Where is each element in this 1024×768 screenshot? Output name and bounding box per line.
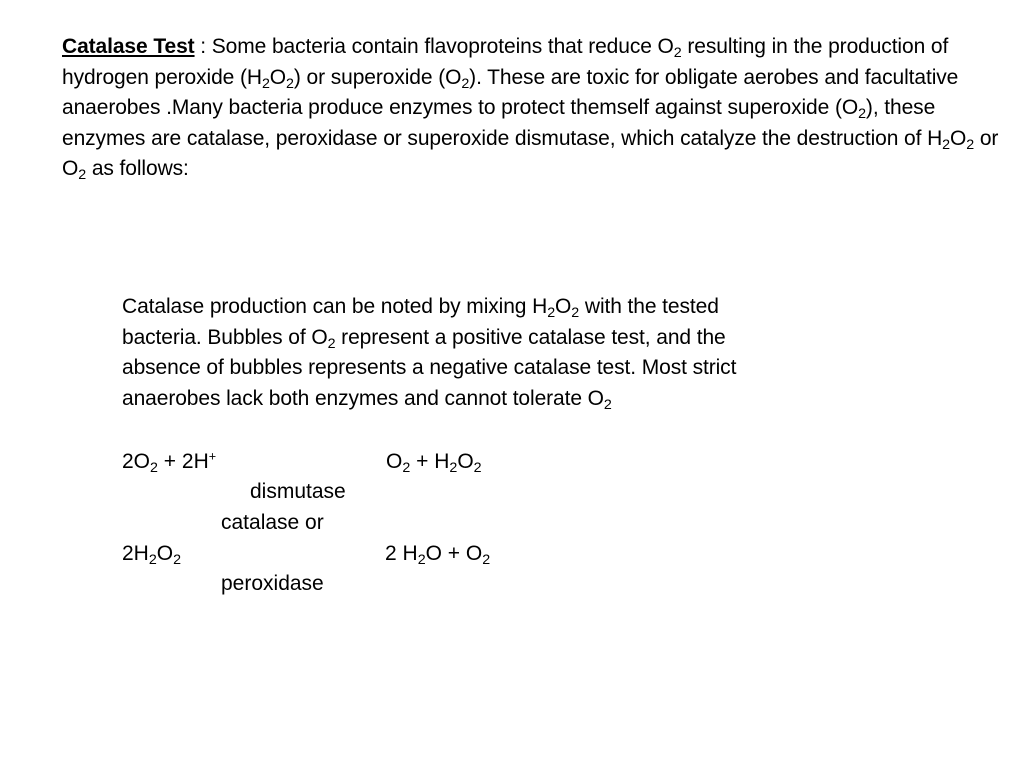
- subscript: 2: [173, 551, 182, 568]
- text-run: 2H: [122, 542, 149, 565]
- text-run: O: [156, 542, 174, 565]
- subscript: 2: [150, 459, 158, 476]
- subscript: 2: [942, 136, 950, 153]
- text-run: 2 H: [385, 542, 418, 565]
- subscript: 2: [482, 551, 491, 568]
- subscript: 2: [78, 166, 87, 183]
- subscript: 2: [966, 136, 975, 153]
- subscript: 2: [673, 44, 682, 61]
- subscript: 2: [858, 105, 866, 122]
- text-run: 2O: [122, 450, 151, 473]
- text-run: ) or superoxide (O: [293, 65, 462, 89]
- text-run: O: [386, 450, 403, 473]
- equation1-products: [386, 449, 482, 475]
- subscript: 2: [603, 396, 612, 413]
- text-run: + 2H: [157, 450, 209, 473]
- equation1-enzyme: dismutase: [250, 480, 346, 503]
- equation2-enzyme-top: catalase or: [221, 511, 324, 534]
- intro-paragraph: [62, 32, 1007, 185]
- subscript: 2: [547, 304, 556, 321]
- subscript: 2: [261, 75, 270, 92]
- subscript: 2: [473, 459, 482, 476]
- text-run: + H: [410, 450, 450, 473]
- subscript: 2: [449, 459, 458, 476]
- text-run: O + O: [425, 542, 483, 565]
- superscript: +: [208, 449, 217, 464]
- text-run: ), these enzymes are catalase, peroxidase or superoxide dismutase, which catalyze the destruction of H: [62, 96, 943, 150]
- equation2-enzyme-bottom: peroxidase: [221, 572, 324, 595]
- catalase-production-paragraph: [122, 292, 747, 414]
- text-run: : Some bacteria contain flavoproteins that reduce O: [194, 35, 674, 58]
- text-run: O: [457, 450, 474, 473]
- text-run: O: [950, 126, 967, 150]
- subscript: 2: [461, 75, 470, 92]
- subscript: 2: [571, 304, 580, 321]
- text-run: resulting in the production of hydrogen peroxide (H: [62, 35, 949, 89]
- subscript: 2: [148, 551, 157, 568]
- text-run: O: [269, 65, 287, 89]
- text-run: O: [555, 295, 572, 318]
- text-run: Catalase production can be noted by mixing H: [122, 295, 548, 318]
- equation1-reactants: [122, 449, 216, 475]
- subscript: 2: [286, 75, 294, 92]
- text-run: represent a positive catalase test, and the absence of bubbles represents a negative catalase test. Most strict anaerobes lack both enzymes and cannot tolerate O: [122, 325, 737, 410]
- text-run: or O: [62, 126, 999, 180]
- subscript: 2: [417, 551, 426, 568]
- equation2-products: [385, 541, 490, 567]
- catalase-test-title: Catalase Test: [62, 35, 195, 58]
- subscript: 2: [402, 459, 411, 476]
- text-run: with the tested bacteria. Bubbles of O: [122, 295, 719, 349]
- text-run: as follows:: [86, 157, 189, 180]
- text-run: ). These are toxic for obligate aerobes and facultative anaerobes .Many bacteria produce enzymes to protect themself against superoxide (O: [62, 65, 959, 119]
- equation2-reactants: [122, 541, 181, 567]
- subscript: 2: [327, 335, 336, 352]
